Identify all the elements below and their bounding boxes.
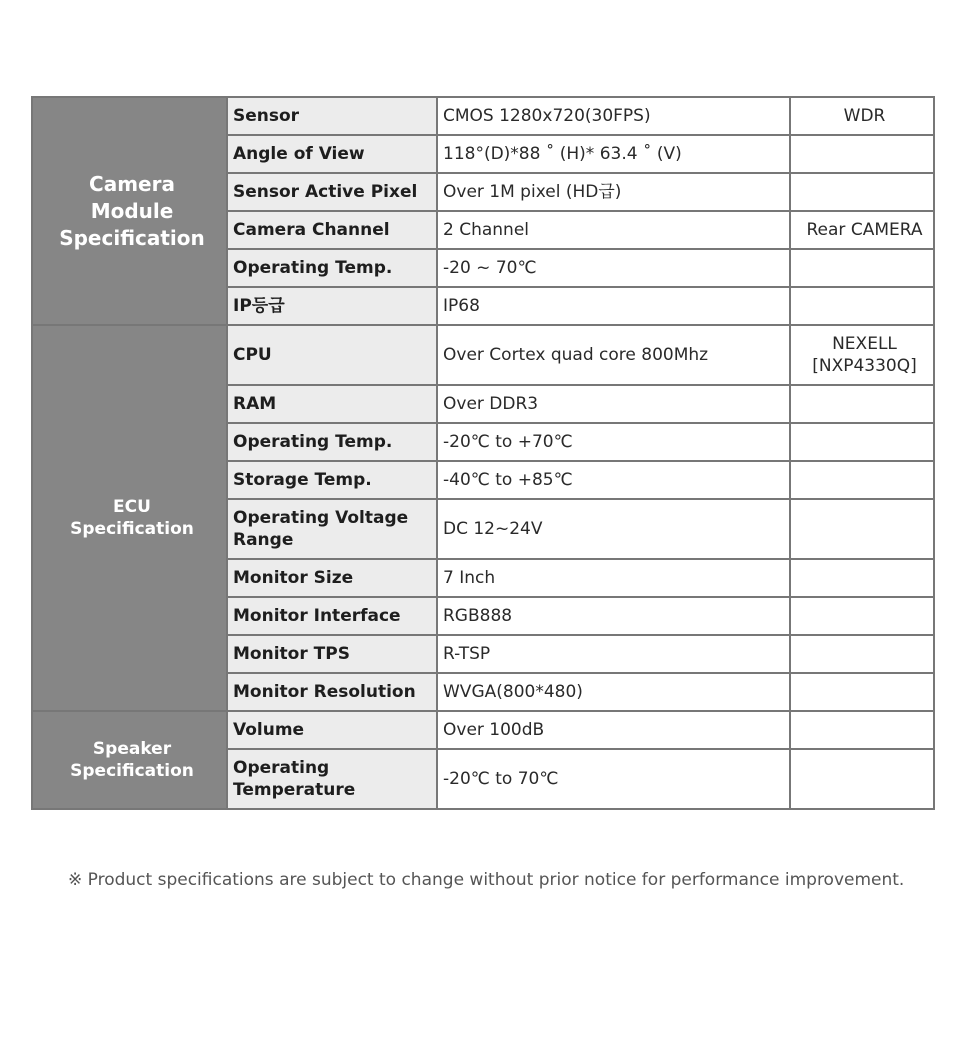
table-row — [32, 325, 934, 385]
spec-value: 118°(D)*88 ˚ (H)* 63.4 ˚ (V) — [437, 135, 790, 173]
spec-label: Operating Voltage Range — [227, 499, 437, 559]
spec-value: Over 1M pixel (HD급) — [437, 173, 790, 211]
spec-note: WDR — [790, 97, 934, 135]
spec-label: Volume — [227, 711, 437, 749]
spec-table — [31, 96, 935, 810]
footnote: ※ Product specifications are subject to change without prior notice for performance improvement. — [68, 870, 905, 890]
spec-note — [790, 385, 934, 423]
spec-value: -20℃ to 70℃ — [437, 749, 790, 809]
spec-note — [790, 249, 934, 287]
spec-value: RGB888 — [437, 597, 790, 635]
group-camera-module: Camera Module Specification — [32, 97, 227, 325]
spec-note — [790, 597, 934, 635]
spec-note — [790, 287, 934, 325]
spec-note — [790, 673, 934, 711]
spec-value: Over Cortex quad core 800Mhz — [437, 325, 790, 385]
spec-label: Operating Temp. — [227, 249, 437, 287]
table-row — [32, 711, 934, 749]
spec-label: Sensor — [227, 97, 437, 135]
spec-note — [790, 749, 934, 809]
spec-value: 7 Inch — [437, 559, 790, 597]
spec-value: R-TSP — [437, 635, 790, 673]
spec-note — [790, 499, 934, 559]
spec-value: WVGA(800*480) — [437, 673, 790, 711]
spec-value: -20℃ to +70℃ — [437, 423, 790, 461]
table-row — [32, 97, 934, 135]
spec-label: Monitor Interface — [227, 597, 437, 635]
spec-label: RAM — [227, 385, 437, 423]
spec-value: IP68 — [437, 287, 790, 325]
spec-note — [790, 461, 934, 499]
spec-label: Sensor Active Pixel — [227, 173, 437, 211]
spec-note: Rear CAMERA — [790, 211, 934, 249]
spec-note: NEXELL [NXP4330Q] — [790, 325, 934, 385]
spec-label: Operating Temp. — [227, 423, 437, 461]
spec-label: Monitor Resolution — [227, 673, 437, 711]
spec-note — [790, 559, 934, 597]
spec-label: Monitor TPS — [227, 635, 437, 673]
spec-note — [790, 711, 934, 749]
spec-value: DC 12~24V — [437, 499, 790, 559]
spec-value: Over DDR3 — [437, 385, 790, 423]
spec-label: Storage Temp. — [227, 461, 437, 499]
spec-value: CMOS 1280x720(30FPS) — [437, 97, 790, 135]
spec-value: -40℃ to +85℃ — [437, 461, 790, 499]
group-speaker: Speaker Specification — [32, 711, 227, 809]
spec-value: Over 100dB — [437, 711, 790, 749]
spec-value: 2 Channel — [437, 211, 790, 249]
spec-label: CPU — [227, 325, 437, 385]
spec-label: Monitor Size — [227, 559, 437, 597]
spec-note — [790, 173, 934, 211]
spec-label: Angle of View — [227, 135, 437, 173]
spec-label: Operating Temperature — [227, 749, 437, 809]
spec-value: -20 ~ 70℃ — [437, 249, 790, 287]
spec-label: IP등급 — [227, 287, 437, 325]
spec-label: Camera Channel — [227, 211, 437, 249]
spec-note — [790, 423, 934, 461]
group-ecu: ECU Specification — [32, 325, 227, 711]
spec-note — [790, 135, 934, 173]
spec-note — [790, 635, 934, 673]
